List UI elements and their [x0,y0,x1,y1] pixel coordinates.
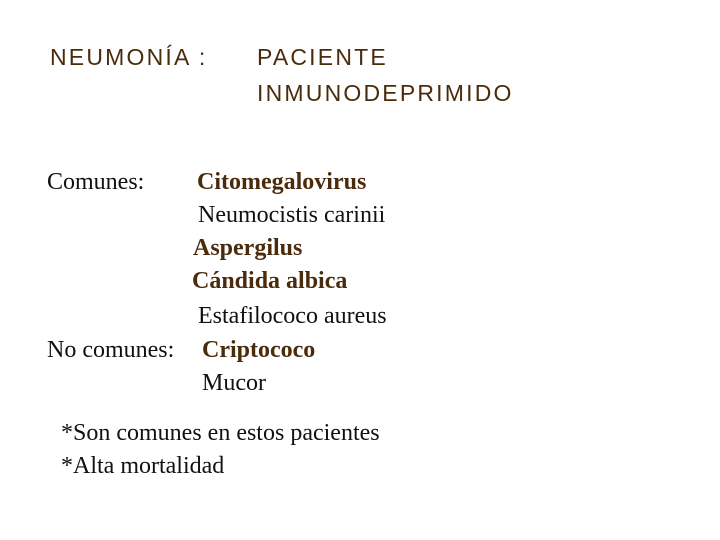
title-line-2: INMUNODEPRIMIDO [257,80,514,106]
note-comunes: *Son comunes en estos pacientes [61,420,380,446]
list-item-candida: Cándida albica [192,268,348,294]
title-prefix: NEUMONÍA : [50,44,208,70]
list-item-citomegalovirus: Citomegalovirus [197,169,367,195]
list-item-estafilococo: Estafilococo aureus [198,303,387,329]
title-line-1: PACIENTE [257,44,388,70]
no-comunes-label: No comunes: [47,337,175,363]
note-mortalidad: *Alta mortalidad [61,453,225,479]
list-item-mucor: Mucor [202,370,266,396]
list-item-aspergilus: Aspergilus [193,235,303,261]
comunes-label: Comunes: [47,169,145,195]
list-item-neumocistis: Neumocistis carinii [198,202,386,228]
list-item-criptococo: Criptococo [202,337,316,363]
